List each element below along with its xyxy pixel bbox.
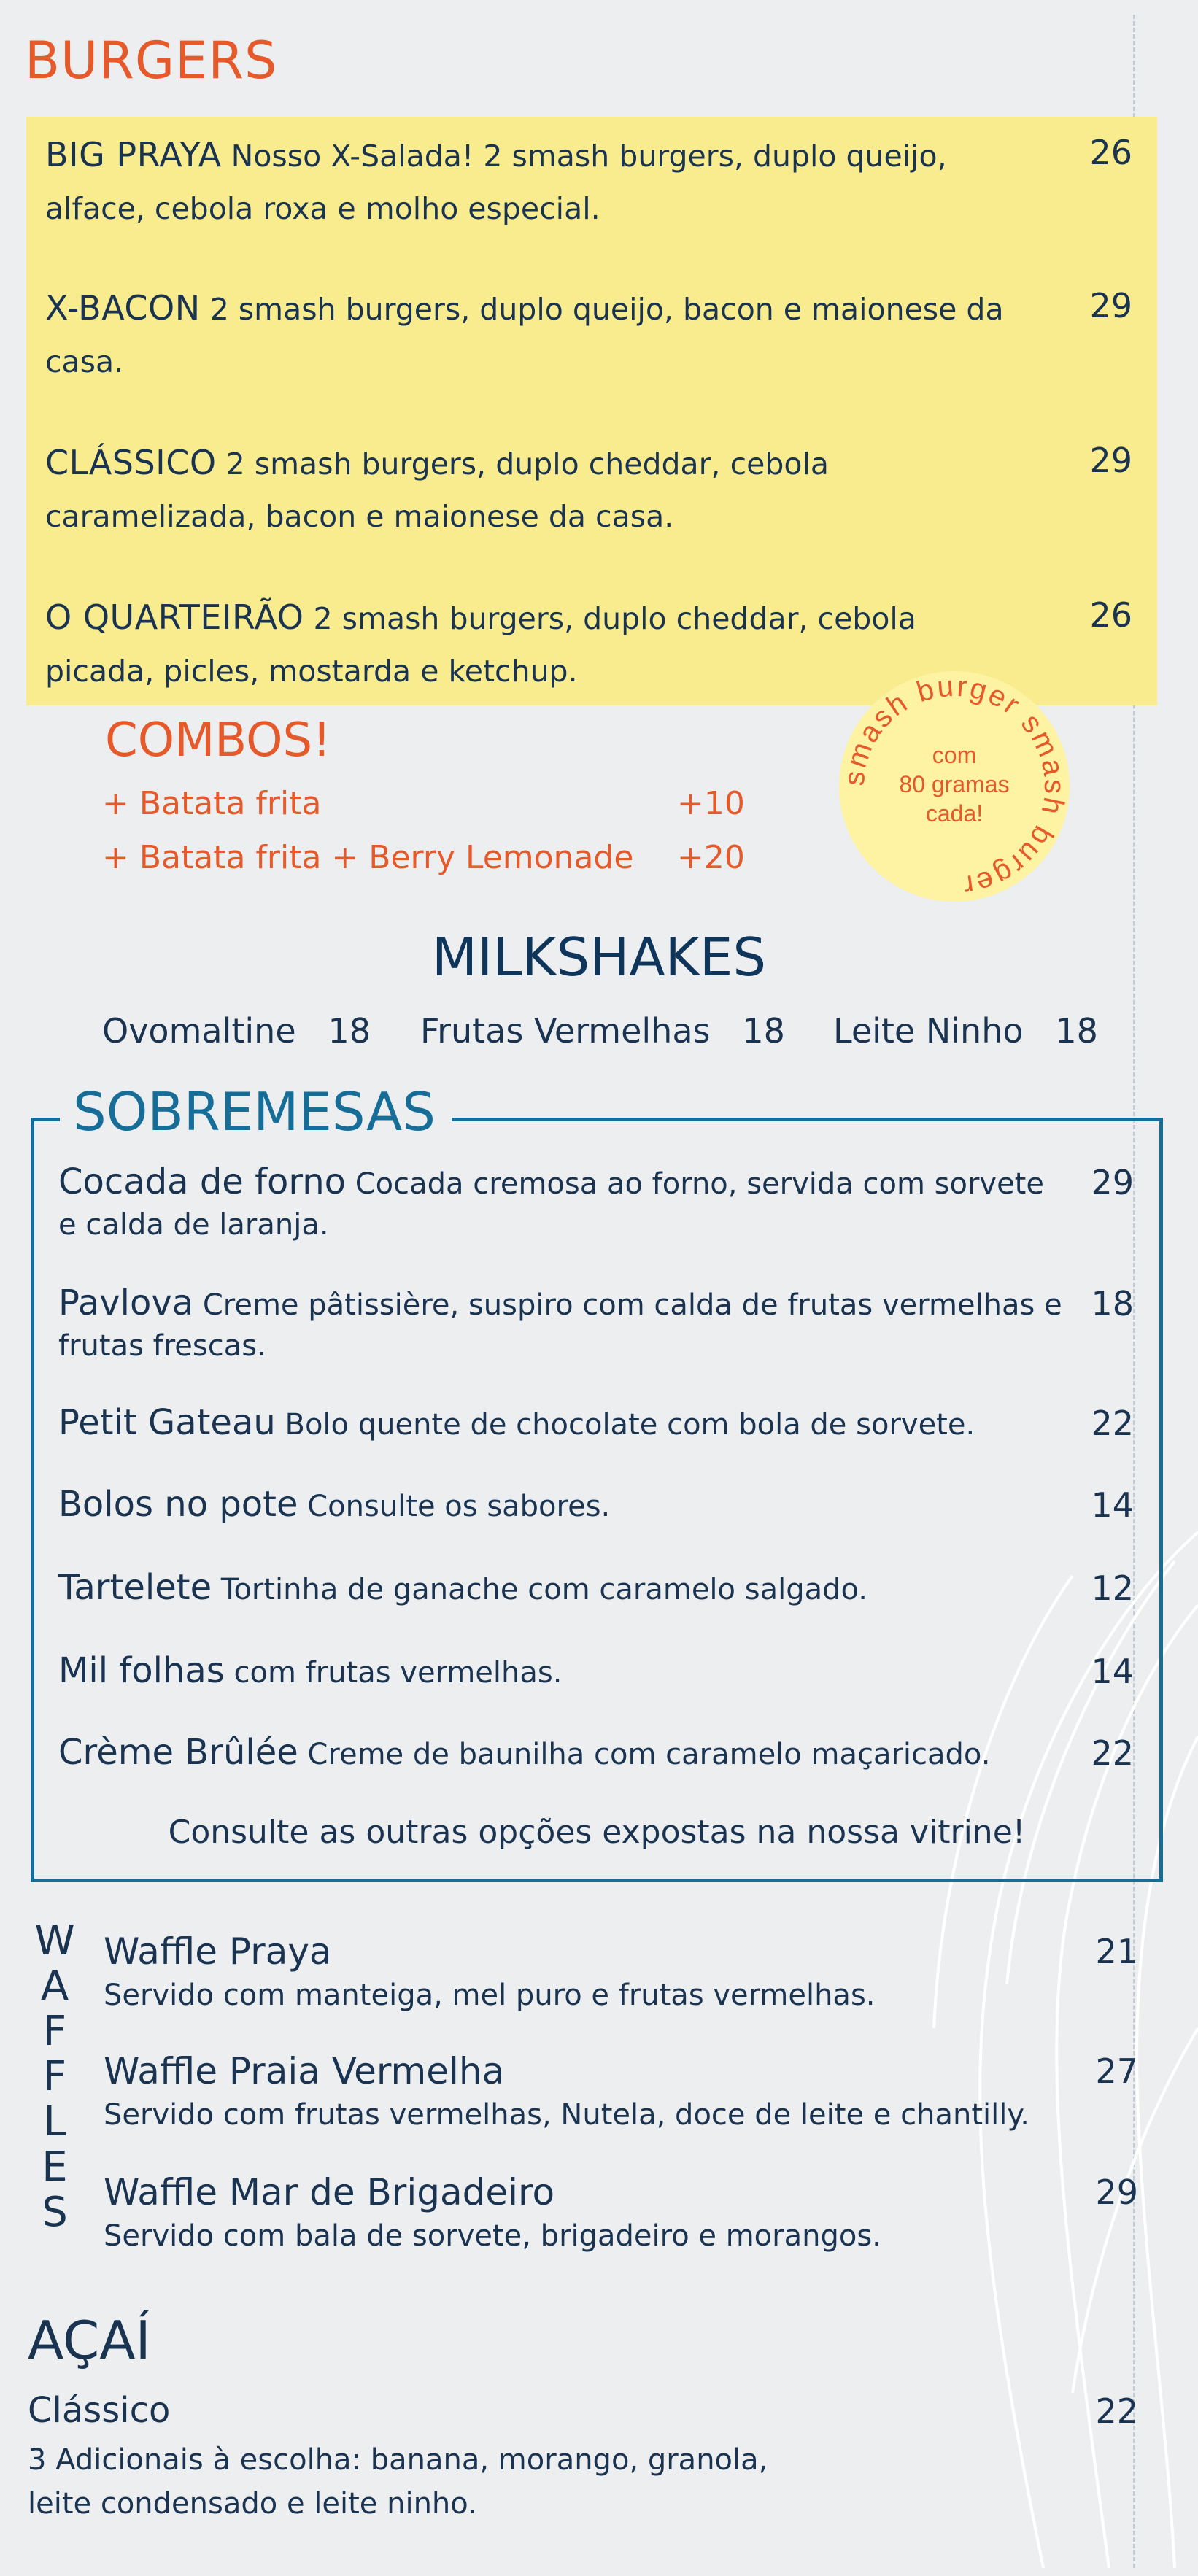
smash-burger-badge [839,671,1070,902]
dessert-description: com frutas vermelhas. [233,1656,563,1690]
combo-price: +10 [677,785,745,822]
dessert-item-petit-gateau [58,1402,1065,1445]
waffles-vertical-title [29,1919,80,2235]
milkshake-item-ovomaltine [102,1011,371,1051]
milkshake-name: Frutas Vermelhas [420,1011,711,1051]
burger-name: O QUARTEIRÃO [45,597,304,637]
dessert-item-cocada [58,1161,1065,1245]
waffle-description: Servido com frutas vermelhas, Nutela, doce de leite e chantilly. [104,2098,1030,2132]
acai-title: AÇAÍ [28,2310,151,2371]
dessert-name: Crème Brûlée [58,1732,298,1773]
waffles-letter: F [42,2053,67,2100]
acai-desc-line: 3 Adicionais à escolha: banana, morango, granola, [28,2443,768,2477]
combos-title: COMBOS! [105,713,331,767]
dessert-name: Petit Gateau [58,1402,276,1443]
burger-description: 2 smash burgers, duplo cheddar, cebola caramelizada, bacon e maionese da casa. [45,446,829,534]
waffles-letter: E [42,2143,68,2191]
dessert-name: Pavlova [58,1283,194,1323]
badge-center-line-1: com [932,742,977,768]
milkshake-price: 18 [1055,1011,1098,1051]
combo-price: +20 [677,839,745,876]
waffle-price: 29 [1095,2173,1138,2212]
burger-description: 2 smash burgers, duplo queijo, bacon e maionese da casa. [45,292,1004,379]
burger-price: 29 [1089,286,1132,325]
dessert-item-tartelete [58,1567,1065,1610]
badge-ring-label: smash burger smash burger [839,671,1070,902]
burger-description: 2 smash burgers, duplo cheddar, cebola picada, picles, mostarda e ketchup. [45,601,916,689]
dessert-price: 14 [1091,1652,1134,1691]
waffles-letter: A [40,1962,69,2010]
combo-label: + Batata frita + Berry Lemonade [102,839,634,876]
waffles-letter: F [42,2008,67,2055]
badge-center-line-2: 80 gramas [899,771,1010,797]
milkshake-item-frutas-vermelhas [420,1011,785,1051]
burger-price: 26 [1089,133,1132,172]
waffles-letter: S [42,2189,68,2236]
acai-desc-line: leite condensado e leite ninho. [28,2487,477,2521]
dessert-name: Tartelete [58,1567,212,1608]
dessert-description: Cocada cremosa ao forno, servida com sorvete e calda de laranja. [58,1167,1044,1242]
waffle-name: Waffle Praia Vermelha [104,2050,505,2092]
dessert-item-mil-folhas [58,1650,1065,1693]
milkshake-price: 18 [328,1011,371,1051]
milkshake-price: 18 [742,1011,785,1051]
burger-price: 26 [1089,595,1132,635]
burgers-title: BURGERS [25,31,278,90]
combo-label: + Batata frita [102,785,322,822]
burger-item-x-bacon [45,282,1016,388]
dessert-price: 18 [1091,1284,1134,1323]
dessert-description: Creme de baunilha com caramelo maçaricado. [307,1738,991,1771]
waffle-description: Servido com manteiga, mel puro e frutas vermelhas. [104,1979,876,2012]
waffle-price: 21 [1095,1932,1138,1971]
acai-item-price: 22 [1095,2391,1138,2431]
dessert-description: Tortinha de ganache com caramelo salgado. [220,1573,867,1606]
burger-description: Nosso X-Salada! 2 smash burgers, duplo queijo, alface, cebola roxa e molho especial. [45,139,947,226]
dessert-item-creme-brulee [58,1732,1065,1775]
dessert-name: Mil folhas [58,1650,225,1691]
burger-name: BIG PRAYA [45,135,222,174]
waffles-letter: W [34,1917,75,1965]
milkshake-name: Leite Ninho [833,1011,1024,1051]
dessert-name: Cocada de forno [58,1161,347,1202]
waffle-name: Waffle Praya [104,1930,332,1973]
dessert-price: 14 [1091,1485,1134,1525]
waffle-name: Waffle Mar de Brigadeiro [104,2171,555,2213]
dessert-description: Creme pâtissière, suspiro com calda de frutas vermelhas e frutas frescas. [58,1288,1062,1363]
burger-price: 29 [1089,441,1132,480]
burger-item-classico [45,436,1016,543]
dessert-item-bolos-no-pote [58,1484,1065,1527]
dessert-item-pavlova [58,1283,1065,1366]
waffles-letter: L [43,2098,66,2146]
burgers-panel [26,117,1157,705]
milkshake-item-leite-ninho [833,1011,1098,1051]
dessert-price: 22 [1091,1733,1134,1773]
badge-ring-text [839,671,1070,902]
burger-name: X-BACON [45,288,201,328]
waffle-price: 27 [1095,2051,1138,2091]
burger-item-big-praya [45,128,1016,235]
sobremesas-title: SOBREMESAS [60,1081,452,1142]
acai-item-name: Clássico [28,2390,171,2431]
dessert-price: 29 [1091,1163,1134,1202]
acai-item-description [28,2438,903,2526]
milkshake-name: Ovomaltine [102,1011,296,1051]
dessert-name: Bolos no pote [58,1484,298,1525]
waffle-description: Servido com bala de sorvete, brigadeiro e morangos. [104,2219,881,2253]
badge-center-line-3: cada! [925,800,983,827]
dessert-price: 12 [1091,1569,1134,1608]
sobremesas-note: Consulte as outras opções expostas na nossa vitrine! [168,1814,1026,1851]
dessert-description: Consulte os sabores. [307,1490,611,1523]
dessert-price: 22 [1091,1404,1134,1443]
milkshakes-title: MILKSHAKES [431,927,767,988]
dessert-description: Bolo quente de chocolate com bola de sorvete. [285,1408,975,1442]
burger-name: CLÁSSICO [45,443,217,482]
